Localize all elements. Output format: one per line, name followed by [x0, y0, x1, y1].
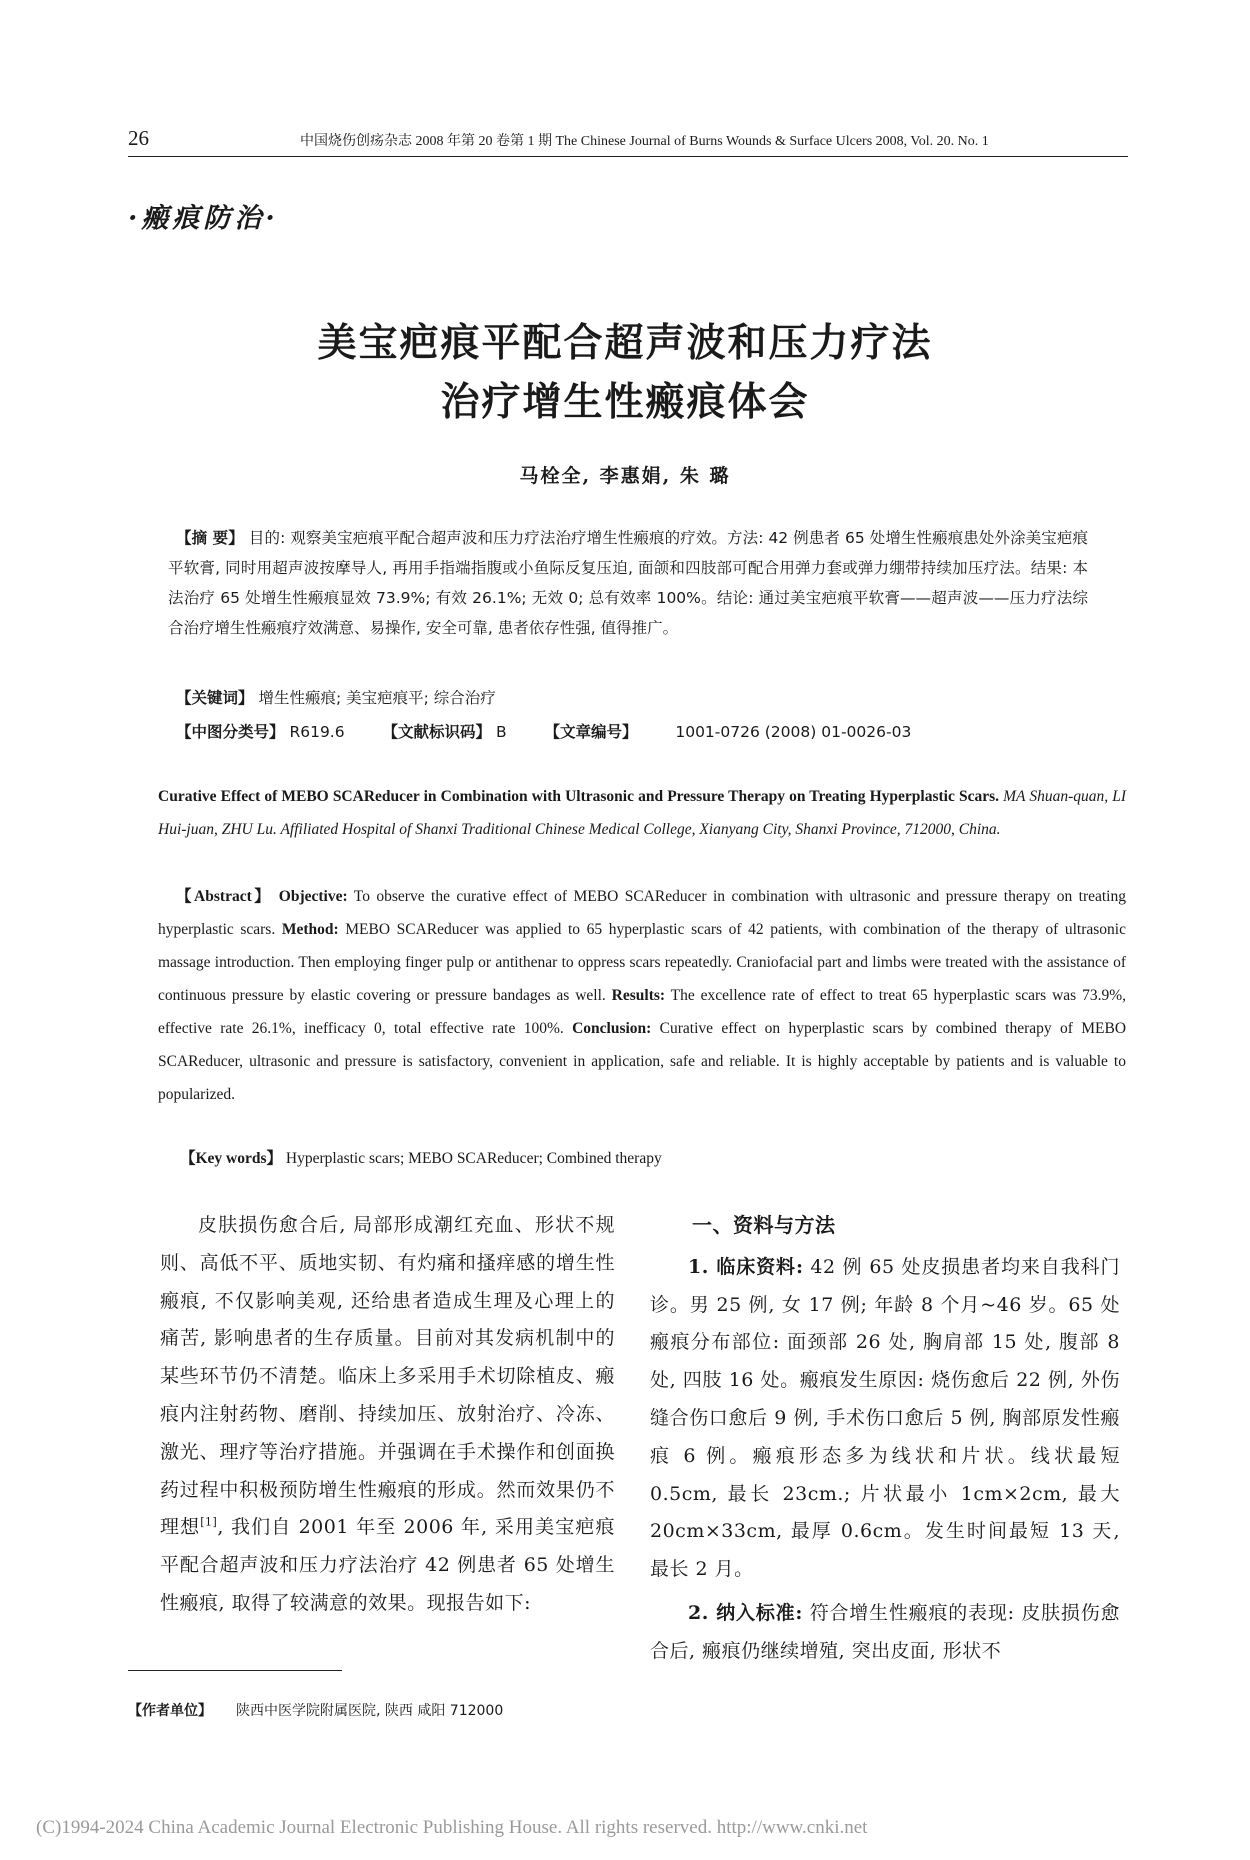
clc-label: 【中图分类号】: [176, 723, 285, 741]
conclusion-text: Curative effect on hyperplastic scars by combined therapy of MEBO SCAReducer, ultrasonic and pressure is satisfactory, convenient in application, safe and reliable. It is highly acceptable by patients and is valuable to popularized.: [158, 1020, 1127, 1103]
results-text: The excellence rate of effect to treat 65 hyperplastic scars was 73.9%, effective rate 26.1%, inefficacy 0, total effective rate 100%.: [158, 987, 1126, 1037]
running-header: 中国烧伤创疡杂志 2008 年第 20 卷第 1 期 The Chinese Journal of Burns Wounds & Surface Ulcers 2008, Vol. 20. No. 1: [300, 134, 989, 149]
header-rule: [128, 156, 1128, 157]
english-keywords-text: Hyperplastic scars; MEBO SCAReducer; Combined therapy: [282, 1150, 662, 1167]
english-title: Curative Effect of MEBO SCAReducer in Combination with Ultrasonic and Pressure Therapy on Treating Hyperplastic Scars.: [158, 788, 1000, 805]
inclusion-criteria-label: 2. 纳入标准:: [688, 1601, 803, 1624]
keywords-cn: [176, 683, 1096, 713]
english-keywords-label: 【Key words】: [180, 1150, 283, 1167]
doc-code-value: B: [495, 723, 507, 741]
english-abstract: [158, 880, 1126, 1111]
doc-code-label: 【文献标识码】: [382, 723, 491, 741]
objective-label: Objective:: [278, 888, 348, 905]
abstract-cn-label: 【摘 要】: [176, 529, 244, 547]
article-number-value: 1001-0726 (2008) 01-0026-03: [675, 723, 912, 741]
clinical-data-label: 1. 临床资料:: [688, 1255, 804, 1278]
method-label: Method:: [281, 921, 339, 938]
abstract-cn: [168, 523, 1088, 643]
copyright-notice: (C)1994-2024 China Academic Journal Electronic Publishing House. All rights reserved. http://www.cnki.net: [36, 1817, 868, 1838]
section-heading: 一、资料与方法: [692, 1213, 836, 1237]
abstract-cn-text: 目的: 观察美宝疤痕平配合超声波和压力疗法治疗增生性瘢痕的疗效。方法: 42 例患者 65 处增生性瘢痕患处外涂美宝疤痕平软膏, 同时用超声波按摩导人, 再用手指端指腹或小鱼际反复压迫, 面颌和四肢部可配合用弹力套或弹力绷带持续加压疗法。结果: 本法治疗 65 处增生性瘢痕显效 73.9%; 有效 26.1%; 无效 0; 总有效率 100%。结论: 通过美宝疤痕平软膏——超声波——压力疗法综合治疗增生性瘢痕疗效满意、易操作, 安全可靠, 患者依存性强, 值得推广。: [168, 529, 1088, 637]
keywords-cn-text: 增生性瘢痕; 美宝疤痕平; 综合治疗: [253, 689, 496, 707]
clc-value: R619.6: [289, 723, 345, 741]
clinical-data-paragraph: [650, 1249, 1120, 1589]
english-abstract-label: 【Abstract】: [176, 888, 273, 905]
conclusion-label: Conclusion:: [572, 1020, 652, 1037]
footnote-rule: [128, 1670, 342, 1671]
footnote-label: 【作者单位】: [128, 1703, 212, 1719]
citation-ref: [1]: [200, 1516, 218, 1530]
inclusion-criteria-text: 符合增生性瘢痕的表现: 皮肤损伤愈合后, 瘢痕仍继续增殖, 突出皮面, 形状不: [650, 1601, 1120, 1662]
body-left-column: [160, 1207, 615, 1623]
inclusion-criteria-paragraph: [650, 1595, 1120, 1671]
clinical-data-text: 42 例 65 处皮损患者均来自我科门诊。男 25 例, 女 17 例; 年龄 8 个月~46 岁。65 处瘢痕分布部位: 面颈部 26 处, 胸肩部 15 处, 腹部 8 处, 四肢 16 处。瘢痕发生原因: 烧伤愈后 22 例, 外伤缝合伤口愈后 9 例, 手术伤口愈后 5 例, 胸部原发性瘢痕 6 例。瘢痕形态多为线状和片状。线状最短 0.5cm, 最长 23cm.; 片状最小 1cm×2cm, 最大 20cm×33cm, 最厚 0.6cm。发生时间最短 13 天, 最长 2 月。: [650, 1255, 1120, 1581]
intro-text-b: , 我们自 2001 年至 2006 年, 采用美宝疤痕平配合超声波和压力疗法治疗 42 例患者 65 处增生性瘢痕, 取得了较满意的效果。现报告如下:: [160, 1516, 615, 1614]
title-line-2: 治疗增生性瘢痕体会: [440, 380, 810, 425]
author-affiliation-footnote: [128, 1700, 503, 1720]
objective-text: To observe the curative effect of MEBO SCAReducer in combination with ultrasonic and pressure therapy on treating hyperplastic scars.: [158, 888, 1126, 938]
english-title-block: [158, 780, 1126, 846]
footnote-text: 陕西中医学院附属医院, 陕西 咸阳 712000: [236, 1703, 504, 1719]
keywords-cn-label: 【关键词】: [176, 689, 254, 707]
authors-cn: 马栓全, 李惠娟, 朱 璐: [519, 465, 731, 487]
section-label: ·瘢痕防治·: [128, 203, 279, 234]
body-right-column: [650, 1207, 1120, 1671]
method-text: MEBO SCAReducer was applied to 65 hyperplastic scars of 42 patients, with combination of the therapy of ultrasonic massage introduction. Then employing finger pulp or antithenar to oppress scars repeatedly. Craniofacial part and limbs were treated with the assistance of continuous pressure by elastic covering or pressure bandages as well.: [158, 921, 1126, 1004]
article-number-label: 【文章编号】: [544, 723, 638, 741]
english-keywords: [180, 1142, 1080, 1175]
intro-text-a: 皮肤损伤愈合后, 局部形成潮红充血、形状不规则、高低不平、质地实韧、有灼痛和搔痒感的增生性瘢痕, 不仅影响美观, 还给患者造成生理及心理上的痛苦, 影响患者的生存质量。目前对其发病机制中的某些环节仍不清楚。临床上多采用手术切除植皮、瘢痕内注射药物、磨削、持续加压、放射治疗、冷冻、激光、理疗等治疗措施。并强调在手术操作和创面换药过程中积极预防增生性瘢痕的形成。然而效果仍不理想: [160, 1214, 615, 1539]
title-line-1: 美宝疤痕平配合超声波和压力疗法: [317, 321, 933, 366]
page-number: 26: [128, 126, 149, 150]
english-authors: MA Shuan-quan, LI Hui-juan, ZHU Lu. Affiliated Hospital of Shanxi Traditional Chinese Medical College, Xianyang City, Shanxi Province, 712000, China.: [158, 788, 1126, 838]
classification-line: [176, 717, 1096, 747]
results-label: Results:: [611, 987, 666, 1004]
